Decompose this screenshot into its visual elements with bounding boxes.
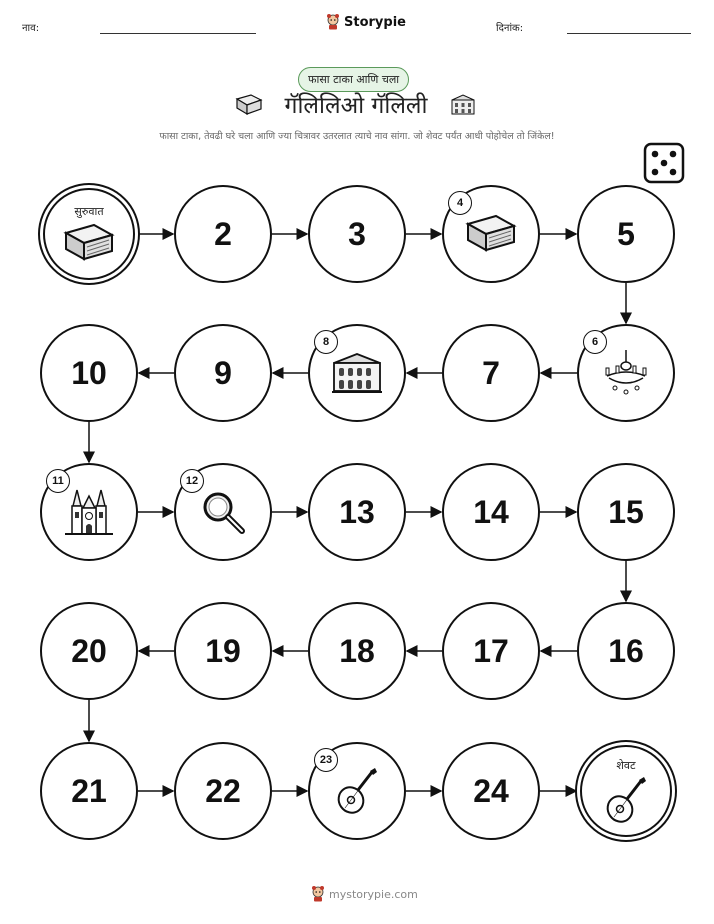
board-cell	[308, 602, 406, 700]
start-cell	[43, 188, 135, 280]
cell-number: 16	[608, 632, 644, 669]
start-label: सुरुवात	[74, 204, 104, 218]
board-cell	[442, 742, 540, 840]
board-cell	[40, 324, 138, 422]
cell-number: 19	[205, 632, 241, 669]
cell-number: 22	[205, 772, 241, 809]
board-cell	[442, 324, 540, 422]
cell-number-badge: 8	[314, 330, 338, 354]
board-cell	[308, 463, 406, 561]
cathedral-icon	[63, 486, 115, 538]
footer-site: mystorypie.com	[329, 887, 418, 901]
cell-number: 18	[339, 632, 375, 669]
board-cell	[174, 324, 272, 422]
cell-number-badge: 12	[180, 469, 204, 493]
board-cell	[308, 742, 406, 840]
storypie-mascot-icon	[311, 886, 325, 902]
board-cell	[577, 324, 675, 422]
board-cell	[442, 602, 540, 700]
board-cell	[40, 602, 138, 700]
cell-number: 3	[348, 215, 366, 252]
cell-number-badge: 11	[46, 469, 70, 493]
cell-number: 20	[71, 632, 107, 669]
cell-number-badge: 6	[583, 330, 607, 354]
board-cell	[577, 463, 675, 561]
end-cell	[580, 745, 672, 837]
cell-number: 2	[214, 215, 232, 252]
cell-number: 13	[339, 493, 375, 530]
cell-number: 21	[71, 772, 107, 809]
name-label: नाव:	[22, 23, 40, 34]
board-cell	[40, 742, 138, 840]
cell-number: 17	[473, 632, 509, 669]
board-cell	[442, 185, 540, 283]
cell-number-badge: 23	[314, 748, 338, 772]
end-label: शेवट	[616, 758, 636, 772]
board-cell	[174, 185, 272, 283]
board-cell	[174, 463, 272, 561]
cell-number: 15	[608, 493, 644, 530]
activity-pill: फासा टाका आणि चला	[298, 67, 409, 92]
board-cell	[40, 463, 138, 561]
cell-number: 7	[482, 354, 500, 391]
lute-icon	[603, 775, 649, 825]
cell-number: 10	[71, 354, 107, 391]
building-icon	[331, 351, 383, 395]
board-cell	[577, 185, 675, 283]
date-label: दिनांक:	[496, 23, 524, 34]
footer	[311, 886, 418, 902]
cell-number: 14	[473, 493, 509, 530]
lute-icon	[334, 766, 380, 816]
board-cell	[174, 602, 272, 700]
cell-number-badge: 4	[448, 191, 472, 215]
brand-name: Storypie	[344, 14, 406, 30]
cell-number: 24	[473, 772, 509, 809]
magnifier-icon	[198, 487, 248, 537]
cell-number: 5	[617, 215, 635, 252]
chandelier-icon	[601, 348, 651, 398]
board-cell	[442, 463, 540, 561]
board-cell	[308, 185, 406, 283]
cell-number: 9	[214, 354, 232, 391]
book-icon	[462, 212, 520, 256]
book-icon	[60, 221, 118, 265]
instructions: फासा टाका, तेवढी घरे चला आणि ज्या चित्रावर उतरलात त्याचे नाव सांगा. जो शेवट पर्यंत आधी पोहोचेल तो जिंकेल!	[159, 131, 555, 142]
page-title: गॅलिलिओ गॅलिली	[284, 93, 428, 119]
board-cell	[174, 742, 272, 840]
board-cell	[577, 602, 675, 700]
board-cell	[308, 324, 406, 422]
